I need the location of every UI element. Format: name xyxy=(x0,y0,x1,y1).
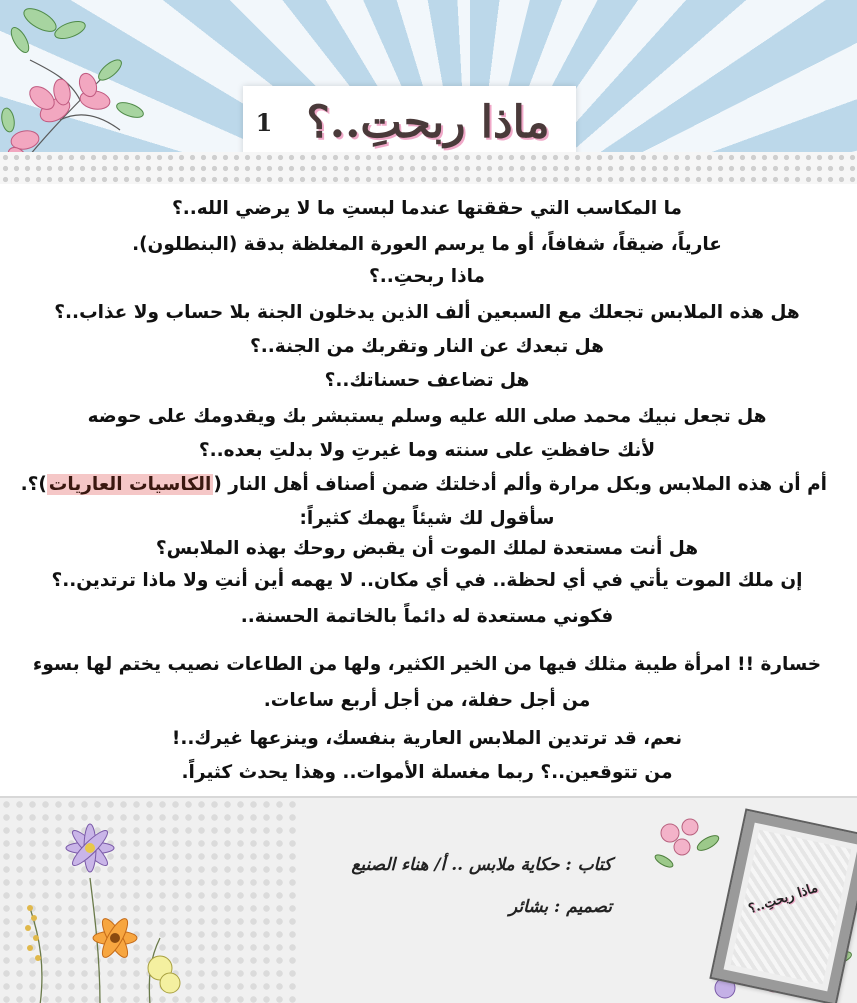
body-line: من أجل حفلة، من أجل أربع ساعات. xyxy=(263,690,591,711)
body-line: خسارة !! امرأة طيبة مثلك فيها من الخير الكثير، ولها من الطاعات نصيب يختم لها بسوء xyxy=(32,654,822,675)
flower-decoration-icon xyxy=(0,0,200,165)
body-line: هل هذه الملابس تجعلك مع السبعين ألف الذين يدخلون الجنة بلا حساب ولا عذاب..؟ xyxy=(54,302,800,323)
body-line: هل أنت مستعدة لملك الموت أن يقبض روحك بهذه الملابس؟ xyxy=(155,538,699,559)
body-line: نعم، قد ترتدين الملابس العارية بنفسك، وينزعها غيرك..! xyxy=(171,728,683,749)
body-line: هل تضاعف حسناتك..؟ xyxy=(324,370,530,391)
frame-title: ماذا ربحتِ..؟ xyxy=(746,880,820,918)
body-line: فكوني مستعدة له دائماً بالخاتمة الحسنة.. xyxy=(240,606,614,627)
body-line: هل تبعدك عن النار وتقربك من الجنة..؟ xyxy=(249,336,604,357)
body-line: إن ملك الموت يأتي في أي لحظة.. في أي مكان.. لا يهمه أين أنتِ ولا ماذا ترتدين..؟ xyxy=(51,570,803,591)
title-number: 1 xyxy=(255,108,273,137)
body-line: ماذا ربحتِ..؟ xyxy=(369,266,485,287)
body-line: عارياً، ضيقاً، شفافاً، أو ما يرسم العورة المغلظة بدقة (البنطلون). xyxy=(132,234,722,255)
highlight-prefix: أم أن هذه الملابس وبكل مرارة وألم أدخلتك ضمن أصناف أهل النار ( xyxy=(213,474,827,495)
design-credit: تصميم : بشائر xyxy=(508,897,612,917)
highlighted-phrase: الكاسيات العاريات xyxy=(48,474,212,495)
body-line: لأنك حافظتِ على سنته وما غيرتِ ولا بدلتِ بعده..؟ xyxy=(198,440,656,461)
dotted-divider xyxy=(0,152,857,184)
page-title: ماذا ربحتِ..؟ xyxy=(306,97,550,148)
highlight-suffix: )؟. xyxy=(20,474,47,495)
body-line: هل تجعل نبيك محمد صلى الله عليه وسلم يستبشر بك ويقدومك على حوضه xyxy=(87,406,767,427)
header-banner xyxy=(0,0,857,165)
body-line: ما المكاسب التي حققتها عندما لبستِ ما لا يرضي الله..؟ xyxy=(171,198,683,219)
body-line-highlighted xyxy=(20,470,827,500)
article-body xyxy=(0,184,857,796)
body-line: من تتوقعين..؟ ربما مغسلة الأموات.. وهذا يحدث كثيراً. xyxy=(181,762,673,783)
blossom-icon xyxy=(650,813,730,883)
body-line: سأقول لك شيئاً يهمك كثيراً: xyxy=(299,508,555,529)
book-credit: كتاب : حكاية ملابس .. أ/ هناء الصنيع xyxy=(351,855,612,875)
